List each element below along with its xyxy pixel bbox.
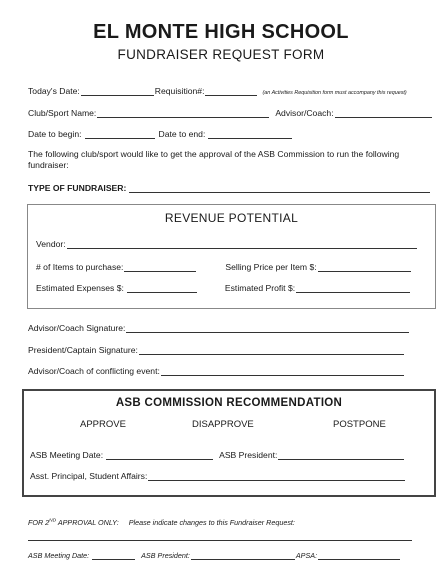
asb-commission-heading: ASB COMMISSION RECOMMENDATION bbox=[115, 397, 343, 409]
estimated-expenses-field[interactable] bbox=[127, 284, 197, 293]
conflicting-event-field[interactable] bbox=[161, 367, 404, 376]
fundraiser-type-row bbox=[28, 183, 431, 193]
items-to-purchase-label: # of Items to purchase: bbox=[36, 262, 124, 272]
club-sport-field[interactable] bbox=[97, 109, 269, 118]
date-end-field[interactable] bbox=[208, 130, 292, 139]
estimated-expenses-label: Estimated Expenses $: bbox=[36, 283, 124, 293]
postpone-option[interactable]: POSTPONE bbox=[333, 419, 386, 430]
advisor-signature-field[interactable] bbox=[126, 324, 409, 333]
second-approval-row bbox=[28, 518, 295, 527]
asb-meeting-date-field[interactable] bbox=[106, 451, 213, 460]
asst-principal-row bbox=[30, 471, 406, 481]
vendor-row bbox=[36, 239, 418, 249]
vendor-field[interactable] bbox=[67, 240, 417, 249]
second-approval-instruction: Please indicate changes to this Fundraiser Request: bbox=[128, 518, 295, 527]
school-name: EL MONTE HIGH SCHOOL bbox=[93, 21, 349, 43]
president-signature-row bbox=[28, 345, 405, 355]
conflicting-event-label: Advisor/Coach of conflicting event: bbox=[28, 366, 160, 376]
asb-president-field[interactable] bbox=[278, 451, 404, 460]
club-advisor-row bbox=[28, 108, 433, 118]
type-of-fundraiser-label: TYPE OF FUNDRAISER: bbox=[28, 183, 127, 193]
approve-option[interactable]: APPROVE bbox=[80, 419, 126, 430]
date-requisition-row bbox=[28, 86, 407, 96]
selling-price-label: Selling Price per Item $: bbox=[225, 262, 317, 272]
second-asb-president-label: ASB President: bbox=[141, 551, 190, 560]
asst-principal-field[interactable] bbox=[148, 472, 405, 481]
approval-statement: The following club/sport would like to get the approval of the ASB Commission to run the following fundraiser: bbox=[28, 149, 400, 170]
asb-president-label: ASB President: bbox=[219, 450, 278, 460]
second-meeting-date-field[interactable] bbox=[92, 552, 135, 560]
revenue-potential-box bbox=[27, 204, 436, 309]
second-approval-changes-field[interactable] bbox=[28, 540, 412, 541]
date-begin-field[interactable] bbox=[85, 130, 155, 139]
advisor-signature-row bbox=[28, 323, 410, 333]
type-of-fundraiser-field[interactable] bbox=[129, 184, 430, 193]
items-price-row bbox=[36, 262, 412, 272]
date-begin-label: Date to begin: bbox=[28, 129, 82, 139]
vendor-label: Vendor: bbox=[36, 239, 66, 249]
asst-principal-label: Asst. Principal, Student Affairs: bbox=[30, 471, 148, 481]
apsa-label: APSA: bbox=[295, 551, 318, 560]
revenue-potential-heading: REVENUE POTENTIAL bbox=[164, 211, 299, 225]
second-approval-label: FOR 2ND APPROVAL ONLY: bbox=[28, 518, 119, 527]
date-end-label: Date to end: bbox=[158, 129, 206, 139]
estimated-profit-field[interactable] bbox=[296, 284, 410, 293]
second-meeting-date-label: ASB Meeting Date: bbox=[28, 551, 90, 560]
president-signature-label: President/Captain Signature: bbox=[28, 345, 138, 355]
disapprove-option[interactable]: DISAPPROVE bbox=[192, 419, 254, 430]
todays-date-label: Today's Date: bbox=[28, 86, 80, 96]
second-asb-president-field[interactable] bbox=[191, 552, 295, 560]
items-to-purchase-field[interactable] bbox=[124, 263, 196, 272]
second-approval-sign-row bbox=[28, 551, 401, 560]
apsa-field[interactable] bbox=[318, 552, 400, 560]
club-sport-label: Club/Sport Name: bbox=[28, 108, 97, 118]
advisor-coach-label: Advisor/Coach: bbox=[275, 108, 334, 118]
requisition-note: (an Activities Requisition form must accompany this request) bbox=[262, 90, 407, 96]
estimated-profit-label: Estimated Profit $: bbox=[224, 283, 296, 293]
asb-meeting-row bbox=[30, 450, 405, 460]
expenses-profit-row bbox=[36, 283, 411, 293]
president-signature-field[interactable] bbox=[139, 346, 404, 355]
advisor-signature-label: Advisor/Coach Signature: bbox=[28, 323, 126, 333]
dates-row bbox=[28, 129, 293, 139]
advisor-coach-field[interactable] bbox=[335, 109, 432, 118]
asb-meeting-date-label: ASB Meeting Date: bbox=[30, 450, 104, 460]
form-title: FUNDRAISER REQUEST FORM bbox=[117, 47, 325, 62]
selling-price-field[interactable] bbox=[318, 263, 411, 272]
conflicting-event-row bbox=[28, 366, 405, 376]
requisition-label: Requisition#: bbox=[154, 86, 205, 96]
requisition-field[interactable] bbox=[205, 87, 257, 96]
todays-date-field[interactable] bbox=[81, 87, 154, 96]
